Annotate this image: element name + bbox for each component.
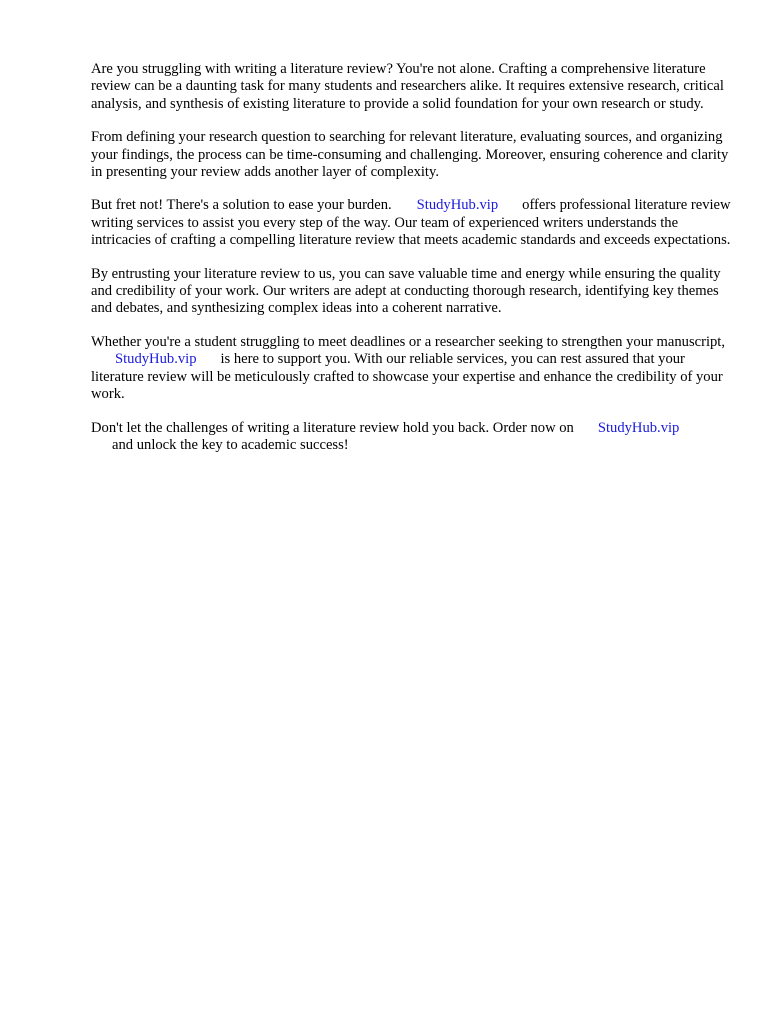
paragraph-intro: Are you struggling with writing a literature review? You're not alone. Crafting a comprehensive literature review can be a daunting task for many students and researchers alike. It requires extensive research, critical analysis, and synthesis of existing literature to provide a solid foundation for your own research or study.: [91, 61, 724, 112]
paragraph-cta-rest: and unlock the key to academic success!: [112, 436, 349, 453]
paragraph-cta-lead: Don't let the challenges of writing a literature review hold you back. Order now on: [91, 419, 574, 436]
paragraph-solution: [91, 197, 731, 249]
studyhub-link[interactable]: StudyHub.vip: [416, 197, 499, 214]
paragraph-support-lead: Whether you're a student struggling to meet deadlines or a researcher seeking to strengthen your manuscript,: [91, 333, 726, 350]
paragraph-benefits: By entrusting your literature review to us, you can save valuable time and energy while ensuring the quality and credibility of your work. Our writers are adept at conducting thorough research, identifying key themes and debates, and synthesizing complex ideas into a coherent narrative.: [91, 265, 721, 317]
paragraph-process: From defining your research question to searching for relevant literature, evaluating sources, and organizing your findings, the process can be time-consuming and challenging. Moreover, ensuring coherence and clarity in presenting your review adds another layer of complexity.: [91, 129, 729, 181]
paragraph-cta: [91, 420, 731, 455]
document-body: [91, 61, 731, 470]
studyhub-link[interactable]: StudyHub.vip: [115, 351, 197, 368]
studyhub-link[interactable]: StudyHub.vip: [597, 419, 680, 436]
paragraph-solution-rest: offers professional literature review writing services to assist you every step of the way. Our team of experienced writers understands the intricacies of crafting a compelling literature review that meets academic standards and exceeds expectations.: [91, 197, 731, 249]
paragraph-solution-lead: But fret not! There's a solution to ease your burden.: [91, 197, 392, 214]
paragraph-support-rest: is here to support you. With our reliable services, you can rest assured that your literature review will be meticulously crafted to showcase your expertise and enhance the credibility of your work.: [91, 351, 723, 403]
paragraph-support: [91, 334, 731, 404]
